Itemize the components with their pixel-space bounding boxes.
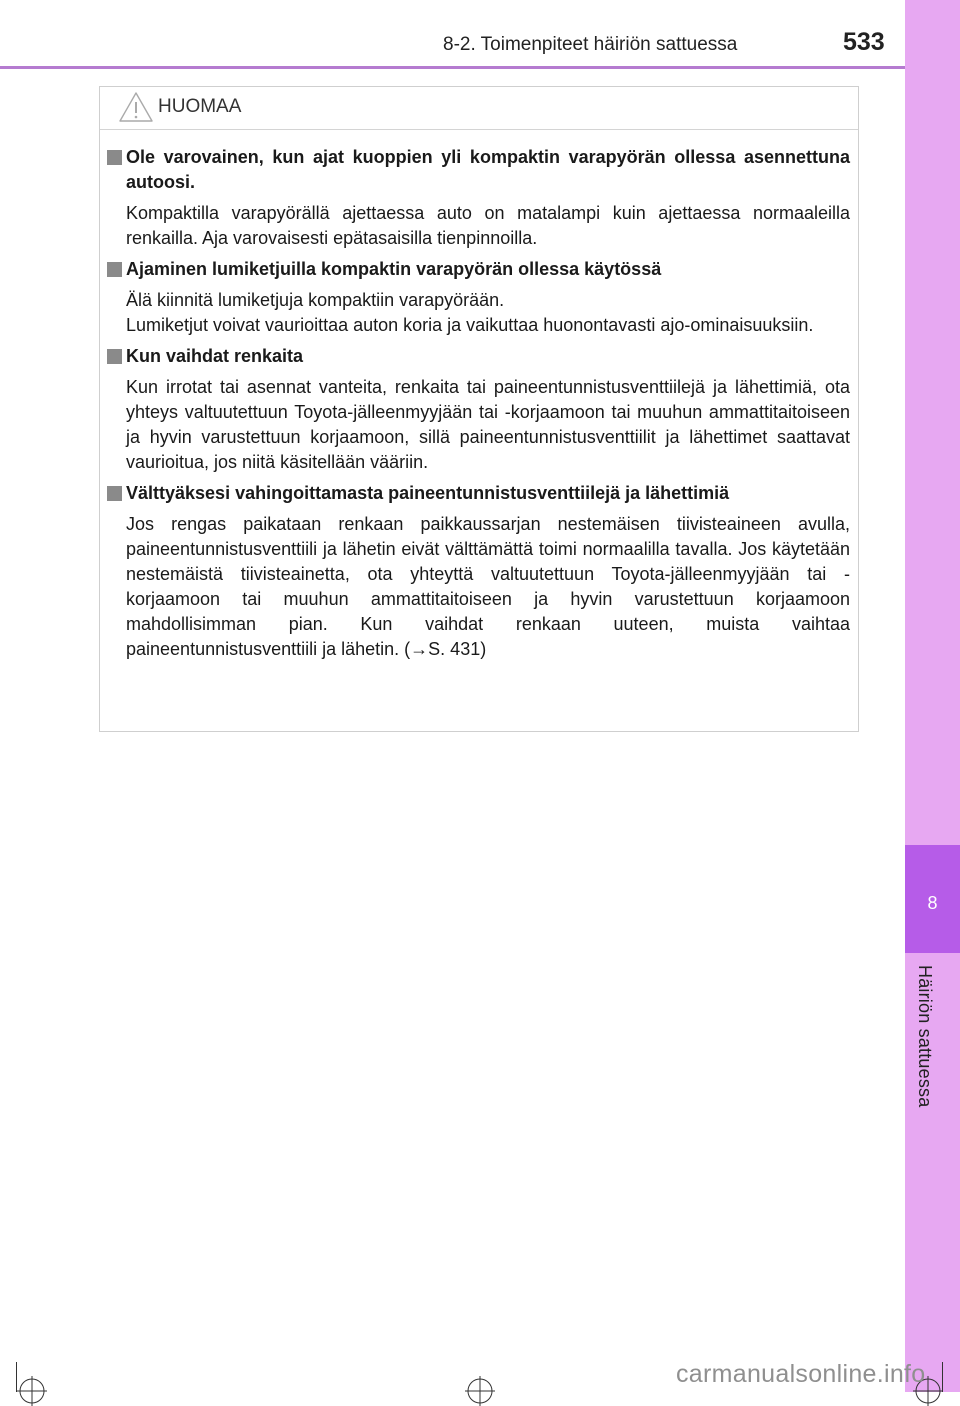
notice-section bbox=[100, 257, 858, 338]
chapter-number: 8 bbox=[927, 893, 938, 913]
header-section-title: 8-2. Toimenpiteet häiriön sattuessa bbox=[443, 34, 738, 55]
registration-mark-icon bbox=[465, 1376, 495, 1406]
section-text bbox=[100, 512, 858, 662]
notice-title: HUOMAA bbox=[158, 96, 242, 117]
section-heading-text: Kun vaihdat renkaita bbox=[126, 346, 304, 366]
section-paragraph: Jos rengas paikataan renkaan paikkaussarjan nestemäisen tiivisteaineen avulla, paineentunnistusventtiili ja lähetin eivät välttämättä toimi normaalilla tavalla. Jos käytetään nestemäistä tiivisteainetta, ota yhteyttä valtuutettuun Toyota-jälleenmyyjään tai -korjaamoon tai muuhun ammattitaitoiseen ja hyvin varustettuun korjaamoon mahdollisimman pian. Kun vaihdat renkaan uuteen, muista vaihtaa paineentunnistusventtiili ja lähetin. (→S. 431) bbox=[126, 514, 850, 659]
section-paragraph: Kun irrotat tai asennat vanteita, renkaita tai paineentunnistusventtiilejä ja lähettimiä, ota yhteys valtuutettuun Toyota-jälleenmyyjään tai -korjaamoon tai muuhun ammattitaitoiseen ja hyvin varustettuun korjaamoon, sillä paineentunnistusventtiilit ja lähettimet saattavat vaurioitua, jos niitä käsitellään vääriin. bbox=[126, 377, 850, 472]
section-heading bbox=[100, 344, 858, 369]
square-bullet-icon bbox=[107, 262, 122, 277]
notice-section bbox=[100, 344, 858, 475]
section-heading bbox=[100, 145, 858, 195]
section-text bbox=[100, 288, 858, 338]
crop-mark bbox=[942, 1362, 943, 1392]
header-rule bbox=[0, 66, 905, 69]
notice-section bbox=[100, 145, 858, 251]
watermark: carmanualsonline.info bbox=[676, 1360, 926, 1388]
section-heading bbox=[100, 257, 858, 282]
section-paragraph: Kompaktilla varapyörällä ajettaessa auto on matalampi kuin ajettaessa normaaleilla renkailla. Aja varovaisesti epätasaisilla tienpinnoilla. bbox=[126, 203, 850, 248]
section-text bbox=[100, 201, 858, 251]
section-heading-text: Välttyäksesi vahingoittamasta paineentunnistusventtiilejä ja lähettimiä bbox=[126, 483, 730, 503]
section-paragraph: Lumiketjut voivat vaurioittaa auton koria ja vaikuttaa huonontavasti ajo-ominaisuuksiin. bbox=[126, 315, 814, 335]
notice-body bbox=[100, 145, 858, 668]
warning-triangle-icon bbox=[118, 91, 154, 123]
registration-mark-icon bbox=[17, 1376, 47, 1406]
chapter-title: Häiriön sattuessa bbox=[915, 965, 935, 1108]
chapter-side-tab bbox=[905, 0, 960, 1392]
section-heading-text: Ole varovainen, kun ajat kuoppien yli kompaktin varapyörän ollessa asennettuna autoosi. bbox=[126, 147, 850, 192]
section-heading-text: Ajaminen lumiketjuilla kompaktin varapyörän ollessa käytössä bbox=[126, 259, 662, 279]
notice-header bbox=[100, 87, 858, 130]
section-heading bbox=[100, 481, 858, 506]
square-bullet-icon bbox=[107, 150, 122, 165]
notice-box bbox=[99, 86, 859, 732]
section-text bbox=[100, 375, 858, 475]
square-bullet-icon bbox=[107, 486, 122, 501]
notice-section bbox=[100, 481, 858, 662]
square-bullet-icon bbox=[107, 349, 122, 364]
section-paragraph: Älä kiinnitä lumiketjuja kompaktiin varapyörään. bbox=[126, 290, 505, 310]
page-number: 533 bbox=[843, 28, 885, 56]
